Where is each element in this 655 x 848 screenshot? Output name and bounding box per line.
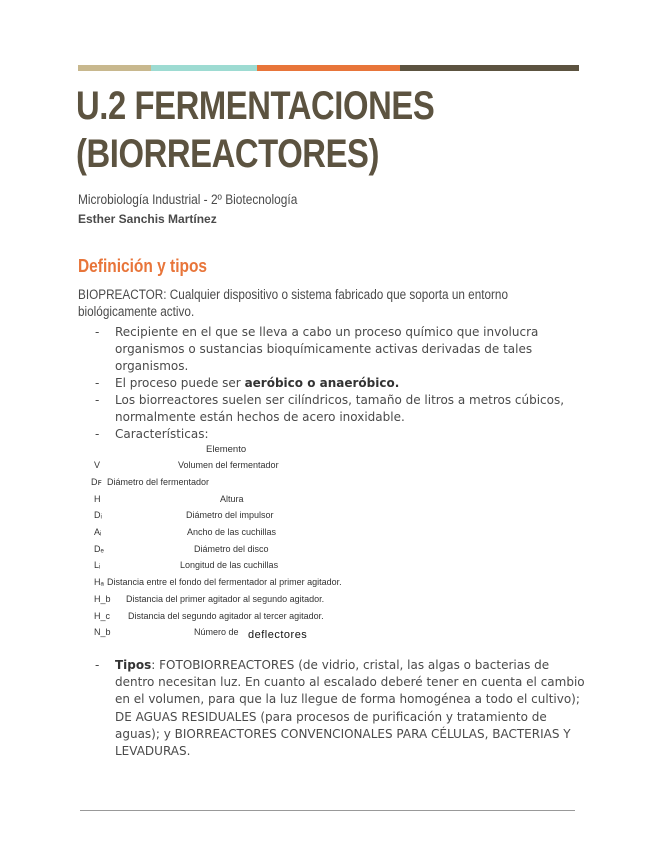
table-row [88,477,378,493]
table-row [88,627,378,643]
table-row [88,560,378,576]
table-symbol: H_b [94,594,111,604]
color-bar-segment-tan [78,65,151,71]
table-description: Distancia del primer agitador al segundo agitador. [126,594,325,604]
bullet-text: El proceso puede ser [115,376,245,390]
table-description: Diámetro del impulsor [186,510,274,520]
table-symbol: Dꜰ [91,477,102,487]
table-symbol: Dᵢ [94,510,102,520]
table-symbol: Aᵢ [94,527,102,537]
table-description: Distancia del segundo agitador al tercer agitador. [128,611,324,621]
list-item [78,324,588,375]
list-item [78,375,588,392]
title-line-1: U.2 FERMENTACIONES [76,84,435,128]
table-symbol: Dₑ [94,544,104,554]
bullet-text: Características: [115,427,209,441]
table-symbol: H [94,494,101,504]
table-description: Longitud de las cuchillas [180,560,279,570]
tipos-text: : FOTOBIORREACTORES (de vidrio, cristal, las algas o bacterias de dentro necesitan luz. En cuanto al escalado deberé tener en cuenta el cambio en el volumen, para que la luz llegue de forma homogénea a todo el cultivo); DE AGUAS RESIDUALES (para procesos de purificación y tratamiento de aguas); y BIORREACTORES CONVENCIONALES PARA CÉLULAS, BACTERIAS Y LEVADURAS. [115,658,585,759]
table-row [88,527,378,543]
definition-paragraph: BIOPREACTOR: Cualquier dispositivo o sistema fabricado que soporta un entorno biológicamente activo. [78,287,509,319]
list-item [78,657,588,760]
color-bar-segment-brown [400,65,579,71]
table-symbol: V [94,460,101,470]
section-heading: Definición y tipos [78,256,208,276]
table-description: Volumen del fermentador [178,460,279,470]
table-row [88,510,378,526]
color-bar-segment-mint [151,65,257,71]
color-bar-segment-orange [257,65,400,71]
table-row [88,611,378,627]
bullet-text: Los biorreactores suelen ser cilíndricos, tamaño de litros a metros cúbicos, normalmente están hechos de acero inoxidable. [115,393,565,424]
table-description-overflow: deflectores [248,629,308,641]
table-row [88,544,378,560]
tipos-list [78,657,588,760]
table-row [88,577,378,593]
table-row [88,594,378,610]
list-item [78,426,588,443]
table-description: Ancho de las cuchillas [187,527,277,537]
table-row [88,494,378,510]
table-symbol: Lᵢ [94,560,101,570]
dash-marker: - [95,427,100,441]
table-description: Diámetro del fermentador [107,477,210,487]
tipos-label: Tipos [115,658,152,672]
title-line-2: (BIORREACTORES) [76,132,380,176]
header-color-bar [78,65,579,71]
bullet-bold-text: aeróbico o anaeróbico. [244,376,400,390]
table-row [88,460,378,476]
page-title [76,82,502,178]
table-description: Diámetro del disco [194,544,269,554]
dash-marker: - [95,658,100,672]
table-description: Distancia entre el fondo del fermentador al primer agitador. [107,577,342,587]
footer-divider [80,810,575,811]
subtitle: Microbiología Industrial - 2º Biotecnología [78,191,298,207]
table-header: Elemento [206,444,247,455]
author-name: Esther Sanchis Martínez [78,212,217,226]
table-description: Altura [220,494,244,504]
list-item [78,392,588,426]
table-symbol: Hₐ [94,577,104,587]
table-symbol: H_c [94,611,111,621]
table-symbol: N_b [94,627,111,637]
dash-marker: - [95,325,100,339]
dash-marker: - [95,393,100,407]
bullet-list [78,324,588,443]
dash-marker: - [95,376,100,390]
bullet-text: Recipiente en el que se lleva a cabo un proceso químico que involucra organismos o sustancias bioquímicamente activas derivadas de tales organismos. [115,325,539,373]
table-description: Número de [194,627,239,637]
